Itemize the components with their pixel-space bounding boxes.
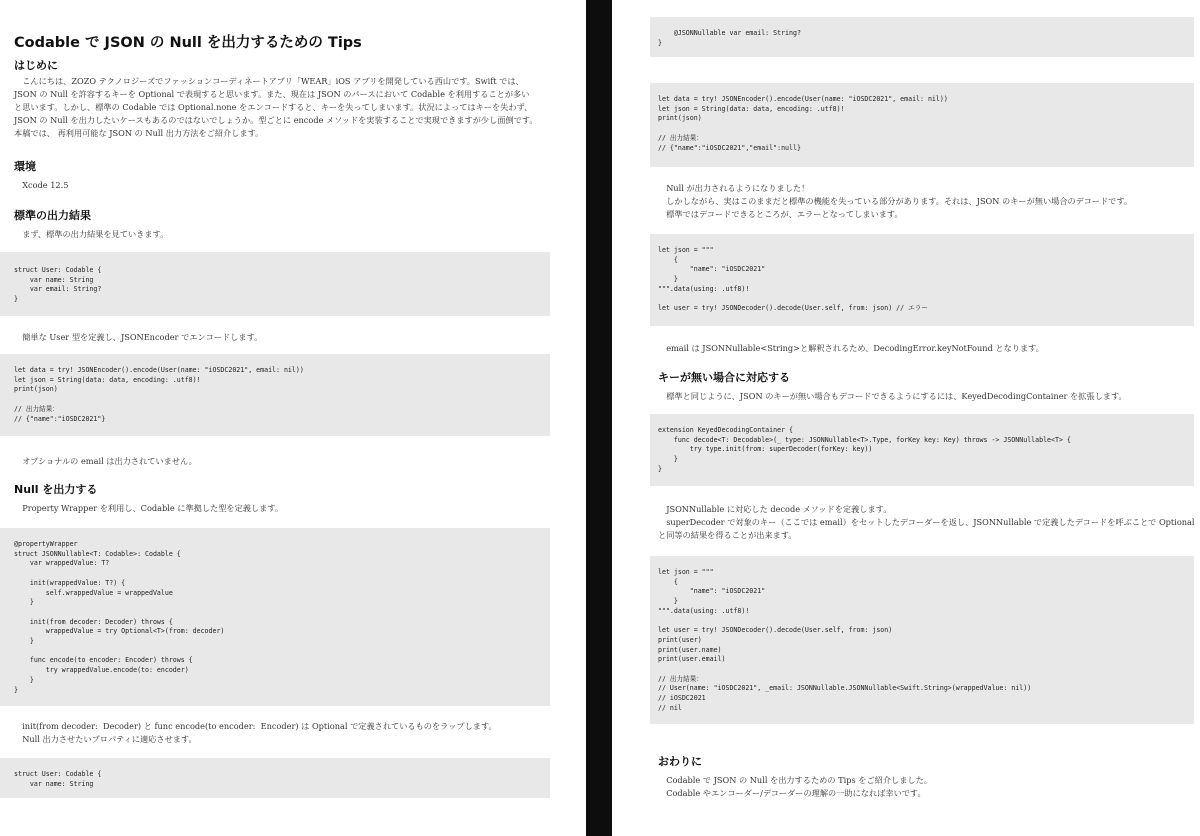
property-wrapper-paragraph: Property Wrapper を利用し、Codable に準拠した型を定義します。	[14, 503, 284, 513]
code-block-encode-null: let data = try! JSONEncoder().encode(User(name: "iOSDC2021", email: nil)) let json = String(data: data, encoding: .utf8)! print(json) // 出力結果： // {"name":"iOSDC2021","email":null}	[650, 83, 1194, 167]
environment-paragraph: Xcode 12.5	[14, 180, 69, 190]
key-not-found-paragraph: email は JSONNullable<String>と解釈されるため、DecodingError.keyNotFound となります。	[658, 343, 1044, 353]
section-heading-intro: はじめに	[14, 59, 58, 72]
code-block-property-wrapper: @propertyWrapper struct JSONNullable<T: Codable>: Codable { var wrappedValue: T? init(wrappedValue: T?) { self.wrappedValue = wrappedValue } init(from decoder: Decoder) throws { wrappedValue = try Optional<T>(from: decoder) } func encode(to encoder: Encoder) throws { try wrappedValue.encode(to: encoder) } }	[0, 528, 550, 706]
wrap-explanation-paragraph: init(from decoder: Decoder) と func encode(to encoder: Encoder) は Optional で定義されているものをラップします。 Null 出力させたいプロパティに適応させます。	[22, 721, 497, 744]
code-block-user-struct: struct User: Codable { var name: String var email: String? }	[0, 252, 550, 316]
code-block-decode-result: let json = """ { "name": "iOSDC2021" } """.data(using: .utf8)! let user = try! JSONDecoder().decode(User.self, from: json) print(user) print(user.name) print(user.email) // 出力結果： // User(name: "iOSDC2021", _email: JSONNullable.JSONNullable<Swift.String>(wrappedValue: nil)) // iOSDC2021 // nil	[650, 556, 1194, 724]
code-block-user-wrapped-end: @JSONNullable var email: String? }	[650, 17, 1194, 57]
left-page	[0, 0, 586, 836]
standard-output-paragraph: まず、標準の出力結果を見ていきます。	[14, 229, 169, 239]
missing-key-paragraph: 標準と同じように、JSON のキーが無い場合もデコードできるようにするには、KeyedDecodingContainer を拡張します。	[658, 391, 1127, 401]
section-heading-output-null: Null を出力する	[14, 483, 98, 496]
section-heading-environment: 環境	[14, 160, 36, 173]
intro-paragraph: こんにちは、ZOZO テクノロジーズでファッションコーディネートアプリ「WEAR」iOS アプリを開発している西山です。Swift では、 JSON の Null を許容するキーを Optional で表現すると思います。また、現在は JSON のパースにおいて Codable を利用することが多い と思います。しかし、標準の Codable では Optional.none をエンコードすると、キーを失ってしまいます。状況によってはキーを失わず、 JSON の Null を出力したいケースもあるのではないでしょうか。型ごとに encode メソッドを実装することで実現できますが少し面倒です。 本稿では、 再利用可能な JSON の Null 出力方法をご紹介します。	[14, 76, 538, 138]
section-heading-standard-output: 標準の出力結果	[14, 209, 91, 222]
code-block-encode: let data = try! JSONEncoder().encode(User(name: "iOSDC2021", email: nil)) let json = String(data: data, encoding: .utf8)! print(json) // 出力結果： // {"name":"iOSDC2021"}	[0, 354, 550, 436]
page-divider	[586, 0, 612, 836]
user-type-paragraph: 簡単な User 型を定義し、JSONEncoder でエンコードします。	[14, 332, 263, 342]
article-title: Codable で JSON の Null を出力するための Tips	[14, 35, 362, 51]
code-block-decode-error: let json = """ { "name": "iOSDC2021" } """.data(using: .utf8)! let user = try! JSONDecoder().decode(User.self, from: json) // エラー	[650, 234, 1194, 326]
code-block-keyed-decoding-extension: extension KeyedDecodingContainer { func decode<T: Decodable>(_ type: JSONNullable<T>.Type, forKey key: Key) throws -> JSONNullable<T> { try type.init(from: superDecoder(forKey: key)) } }	[650, 414, 1194, 486]
right-page	[612, 0, 1200, 836]
decode-method-paragraph: JSONNullable に対応した decode メソッドを定義します。 superDecoder で対象のキー（ここでは email）をセットしたデコーダーを返し、JSONNullable で定義したデコードを呼ぶことで Optional と同等の結果を得ることが出来ます。	[658, 504, 1195, 540]
section-heading-missing-key: キーが無い場合に対応する	[658, 371, 790, 384]
section-heading-conclusion: おわりに	[658, 755, 702, 768]
optional-email-paragraph: オプショナルの email は出力されていません。	[14, 456, 197, 466]
null-output-paragraph: Null が出力されるようになりました！ しかしながら、実はこのままだと標準の機能を失っている部分があります。それは、JSON のキーが無い場合のデコードです。 標準ではデコードできるところが、エラーとなってしまいます。	[666, 183, 1133, 219]
code-block-user-wrapped-start: struct User: Codable { var name: String	[0, 758, 550, 798]
conclusion-paragraph: Codable で JSON の Null を出力するための Tips をご紹介しました。 Codable やエンコーダー/デコーダーの理解の一助になれば幸いです。	[666, 775, 932, 798]
